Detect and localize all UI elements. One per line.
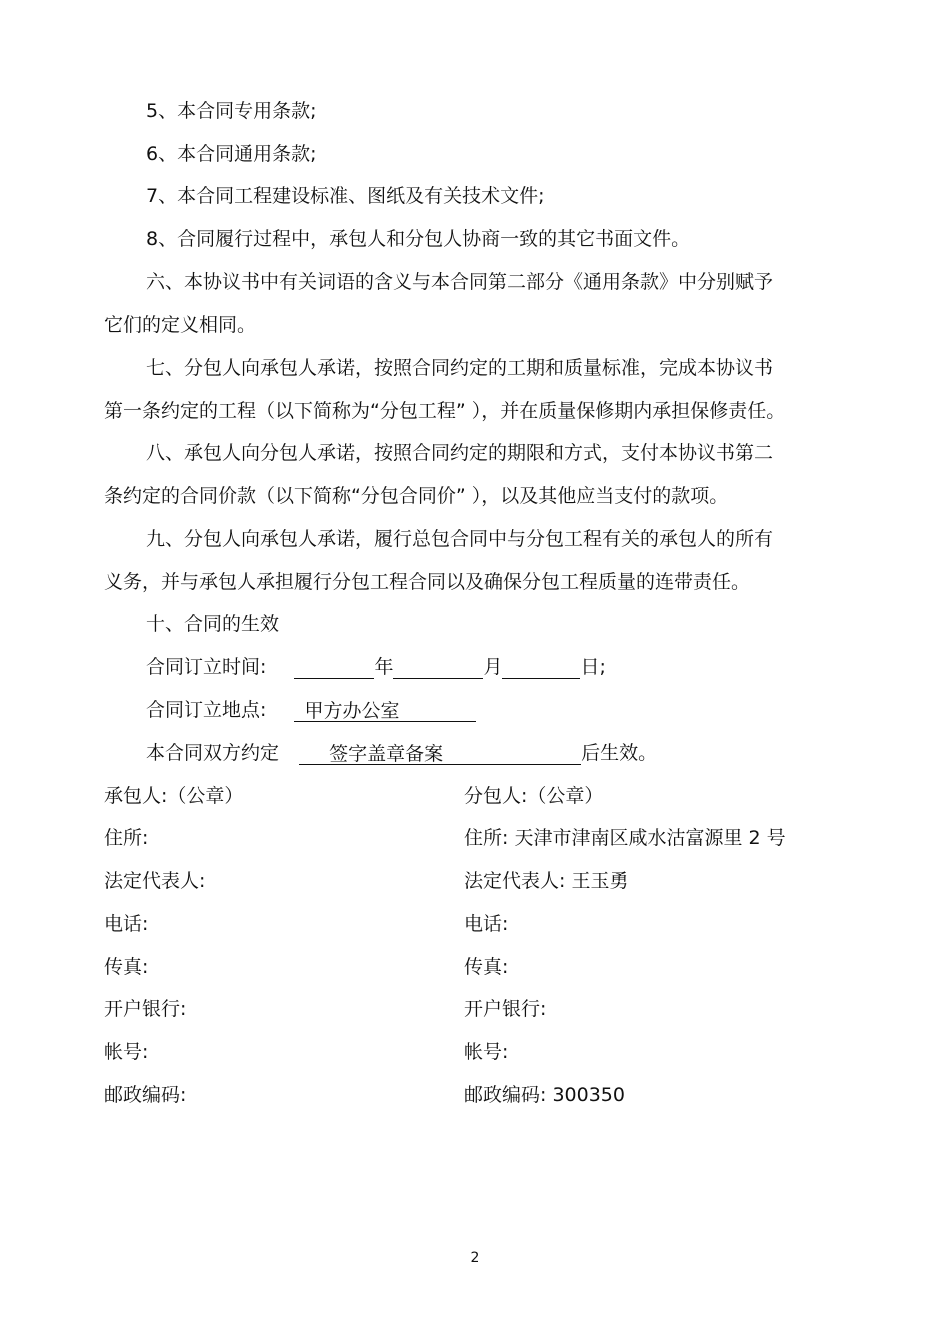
paragraph-6-line-1: 六、本协议书中有关词语的含义与本合同第二部分《通用条款》中分别赋予: [146, 271, 774, 293]
subcontractor-account: 帐号:: [464, 1041, 509, 1063]
subcontractor-postcode: 邮政编码: 300350: [464, 1084, 625, 1106]
month-blank: [393, 656, 483, 679]
paragraph-6-line-2: 它们的定义相同。: [104, 314, 257, 336]
contractor-account: 帐号:: [104, 1041, 149, 1063]
contractor-postcode: 邮政编码:: [104, 1084, 187, 1106]
paragraph-9-line-1: 九、分包人向承包人承诺，履行总包合同中与分包工程有关的承包人的所有: [146, 528, 774, 550]
paragraph-10-heading: 十、合同的生效: [146, 613, 280, 635]
contractor-fax: 传真:: [104, 956, 149, 978]
item-5: 5、本合同专用条款;: [146, 100, 317, 122]
subcontractor-fax: 传真:: [464, 956, 509, 978]
contractor-legal-rep: 法定代表人:: [104, 870, 206, 892]
day-blank: [502, 656, 580, 679]
subcontractor-bank: 开户银行:: [464, 998, 547, 1020]
effective-condition-value: 签字盖章备案: [299, 743, 581, 765]
subcontractor-legal-rep: 法定代表人: 王玉勇: [464, 870, 629, 892]
contractor-phone: 电话:: [104, 913, 149, 935]
day-label: 日;: [580, 656, 606, 678]
contractor-address: 住所:: [104, 827, 149, 849]
item-6: 6、本合同通用条款;: [146, 143, 317, 165]
signing-place-label: 合同订立地点:: [146, 699, 267, 721]
year-blank: [294, 656, 374, 679]
item-8: 8、合同履行过程中，承包人和分包人协商一致的其它书面文件。: [146, 228, 691, 250]
signing-date-label: 合同订立时间:: [146, 656, 267, 678]
effective-condition-suffix: 后生效。: [581, 742, 658, 764]
effective-condition-line: [146, 741, 657, 765]
year-label: 年: [374, 656, 394, 678]
subcontractor-phone: 电话:: [464, 913, 509, 935]
signing-place-value: 甲方办公室: [294, 700, 476, 722]
contractor-bank: 开户银行:: [104, 998, 187, 1020]
paragraph-8-line-1: 八、承包人向分包人承诺，按照合同约定的期限和方式，支付本协议书第二: [146, 442, 774, 464]
subcontractor-seal: 分包人:（公章）: [464, 785, 604, 807]
paragraph-8-line-2: 条约定的合同价款（以下简称“分包合同价” ），以及其他应当支付的款项。: [104, 485, 729, 507]
paragraph-7-line-2: 第一条约定的工程（以下简称为“分包工程” ），并在质量保修期内承担保修责任。: [104, 400, 786, 422]
paragraph-9-line-2: 义务，并与承包人承担履行分包工程合同以及确保分包工程质量的连带责任。: [104, 571, 751, 593]
effective-condition-label: 本合同双方约定: [146, 742, 280, 764]
contractor-seal: 承包人:（公章）: [104, 785, 244, 807]
item-7: 7、本合同工程建设标准、图纸及有关技术文件;: [146, 185, 545, 207]
page-number: 2: [470, 1250, 480, 1266]
paragraph-7-line-1: 七、分包人向承包人承诺，按照合同约定的工期和质量标准，完成本协议书: [146, 357, 774, 379]
month-label: 月: [483, 656, 503, 678]
signing-date-line: [146, 655, 606, 679]
signing-place-line: [146, 698, 476, 722]
subcontractor-address: 住所: 天津市津南区咸水沽富源里 2 号: [464, 827, 786, 849]
